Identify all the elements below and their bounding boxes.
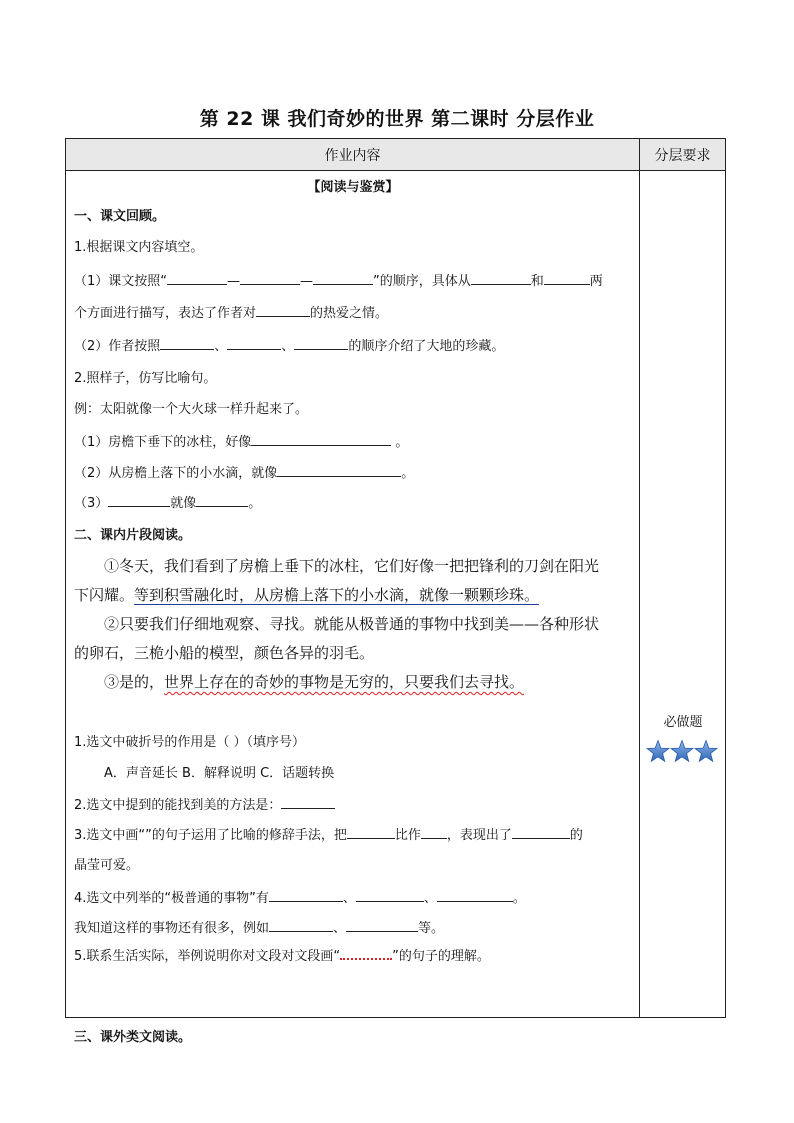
text: （2）从房檐上落下的小水滴，就像 bbox=[74, 466, 278, 481]
question-1-title: 1.根据课文内容填空。 bbox=[74, 240, 204, 255]
reading-question-4 bbox=[74, 889, 526, 908]
text: 、 bbox=[342, 891, 356, 906]
homework-table bbox=[65, 138, 726, 1045]
text: 的顺序介绍了大地的珍藏。 bbox=[348, 339, 505, 354]
text: — bbox=[300, 274, 314, 289]
star-icon bbox=[671, 741, 693, 762]
blank[interactable] bbox=[277, 464, 401, 477]
text: 、 bbox=[281, 339, 295, 354]
blank[interactable] bbox=[356, 889, 424, 902]
text: 4.选文中列举的“极普通的事物”有 bbox=[74, 891, 269, 906]
text: 。 bbox=[512, 891, 526, 906]
question-1-1-cont bbox=[74, 304, 388, 323]
question-2-3 bbox=[74, 494, 261, 513]
text: 两 bbox=[589, 274, 603, 289]
text: ”的句子的理解。 bbox=[392, 949, 490, 964]
question-1-1 bbox=[74, 272, 603, 291]
blank[interactable] bbox=[196, 494, 248, 507]
difficulty-stars bbox=[646, 739, 718, 765]
text: （1）课文按照“ bbox=[74, 274, 168, 289]
wavy-mark bbox=[340, 950, 392, 960]
reading-question-3 bbox=[74, 826, 583, 845]
content-cell bbox=[66, 171, 640, 1045]
blank[interactable] bbox=[347, 826, 395, 839]
text: 、 bbox=[423, 891, 437, 906]
text: 我知道这样的事物还有很多，例如 bbox=[74, 921, 270, 936]
question-2-2 bbox=[74, 464, 414, 483]
text: 3.选文中画“”的句子运用了比喻的修辞手法，把 bbox=[74, 828, 347, 843]
section-2-title: 二、课内片段阅读。 bbox=[74, 528, 192, 543]
blank[interactable] bbox=[294, 337, 348, 350]
header-requirement: 分层要求 bbox=[640, 139, 726, 171]
section-3-title: 三、课外类文阅读。 bbox=[74, 1030, 192, 1045]
text: 的热爱之情。 bbox=[310, 306, 389, 321]
wavy-underlined-sentence: 世界上存在的奇妙的事物是无穷的，只要我们去寻找。 bbox=[164, 673, 525, 691]
paragraph-2-line-1: ②只要我们仔细地观察、寻找。就能从极普通的事物中找到美——各种形状 bbox=[104, 615, 600, 633]
blank[interactable] bbox=[269, 919, 333, 932]
question-1-2 bbox=[74, 337, 504, 356]
text: 。 bbox=[248, 496, 262, 511]
star-icon bbox=[647, 741, 669, 762]
blank[interactable] bbox=[346, 919, 418, 932]
reading-question-1-options: A．声音延长 B．解释说明 C．话题转换 bbox=[104, 766, 335, 781]
text: ”的顺序，具体从 bbox=[373, 274, 471, 289]
requirement-cell bbox=[640, 171, 726, 1018]
text: 、 bbox=[214, 339, 228, 354]
section-1-title: 一、课文回顾。 bbox=[74, 209, 166, 224]
blank[interactable] bbox=[421, 826, 447, 839]
text: 。 bbox=[401, 466, 415, 481]
text: ③是的， bbox=[104, 673, 165, 691]
text: — bbox=[227, 274, 241, 289]
blank[interactable] bbox=[512, 826, 570, 839]
blank[interactable] bbox=[544, 272, 590, 285]
text: （2）作者按照 bbox=[74, 339, 161, 354]
blank[interactable] bbox=[108, 494, 170, 507]
text: （1）房檐下垂下的冰柱，好像 bbox=[74, 435, 252, 450]
blank[interactable] bbox=[281, 796, 335, 809]
blank[interactable] bbox=[256, 304, 310, 317]
blank[interactable] bbox=[167, 272, 227, 285]
question-2-example: 例：太阳就像一个大火球一样升起来了。 bbox=[74, 402, 309, 417]
text: 的 bbox=[569, 828, 583, 843]
text: 下闪耀。 bbox=[74, 586, 135, 604]
reading-question-4-cont bbox=[74, 919, 444, 938]
text: 。 bbox=[391, 435, 409, 450]
paragraph-3 bbox=[74, 668, 636, 697]
question-2-title: 2.照样子，仿写比喻句。 bbox=[74, 371, 217, 386]
text: 和 bbox=[530, 274, 544, 289]
reading-question-5 bbox=[74, 948, 490, 966]
underlined-sentence: 等到积雪融化时，从房檐上落下的小水滴，就像一颗颗珍珠。 bbox=[134, 586, 540, 604]
text: （3） bbox=[74, 496, 109, 511]
paragraph-1-line-2 bbox=[74, 581, 636, 610]
star-icon bbox=[695, 741, 717, 762]
text: 2.选文中提到的能找到美的方法是： bbox=[74, 798, 282, 813]
blank[interactable] bbox=[269, 889, 343, 902]
reading-question-3-cont: 晶莹可爱。 bbox=[74, 858, 140, 873]
blank[interactable] bbox=[160, 337, 214, 350]
reading-question-2 bbox=[74, 796, 335, 815]
text: 5.联系生活实际，举例说明你对文段对文段画“ bbox=[74, 949, 341, 964]
blank[interactable] bbox=[313, 272, 373, 285]
blank[interactable] bbox=[240, 272, 300, 285]
text: 比作 bbox=[394, 828, 421, 843]
paragraph-1-line-1: ①冬天，我们看到了房檐上垂下的冰柱，它们好像一把把锋利的刀剑在阳光 bbox=[104, 557, 600, 575]
module-title: 【阅读与鉴赏】 bbox=[307, 180, 399, 195]
required-tag: 必做题 bbox=[663, 715, 703, 730]
reading-question-1: 1.选文中破折号的作用是（ ）（填序号） bbox=[74, 735, 306, 750]
paragraph-2-line-2: 的卵石，三桅小船的模型，颜色各异的羽毛。 bbox=[74, 644, 375, 662]
text: 、 bbox=[333, 921, 347, 936]
header-content: 作业内容 bbox=[66, 139, 640, 171]
text: 个方面进行描写，表达了作者对 bbox=[74, 306, 257, 321]
blank[interactable] bbox=[471, 272, 531, 285]
text: 等。 bbox=[418, 921, 445, 936]
blank[interactable] bbox=[227, 337, 281, 350]
text: ，表现出了 bbox=[446, 828, 512, 843]
reading-passage bbox=[74, 552, 636, 697]
blank[interactable] bbox=[437, 889, 513, 902]
text: 就像 bbox=[170, 496, 197, 511]
page-title: 第 22 课 我们奇妙的世界 第二课时 分层作业 bbox=[199, 108, 595, 130]
question-2-1 bbox=[74, 433, 408, 452]
blank[interactable] bbox=[251, 433, 391, 446]
